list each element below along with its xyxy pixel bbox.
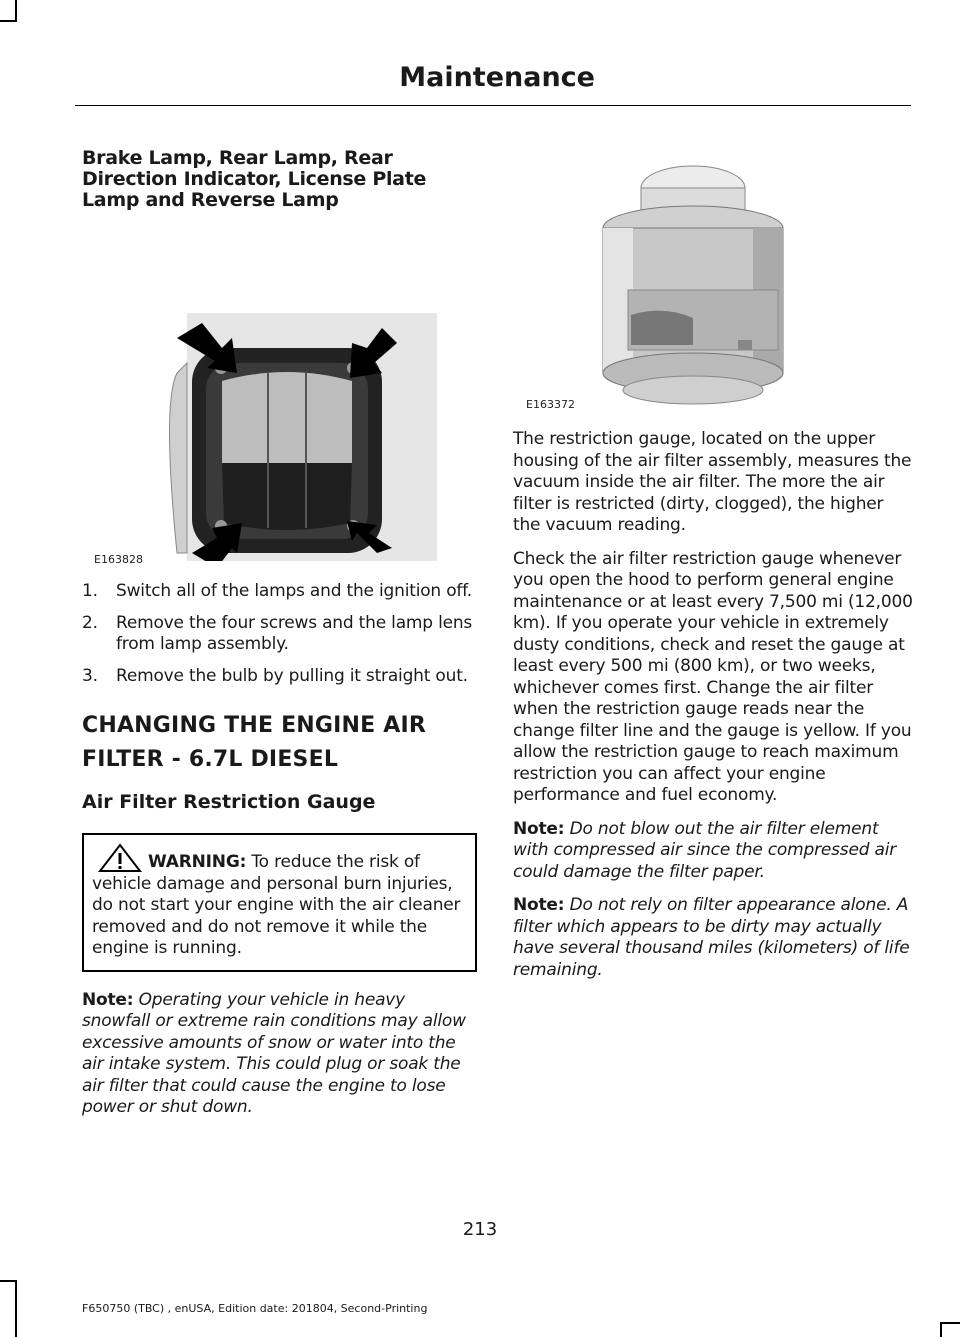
left-column bbox=[82, 148, 477, 1131]
crop-mark-bottom-right bbox=[940, 1322, 942, 1337]
crop-mark-top-left-h bbox=[0, 20, 17, 22]
sub-heading: Air Filter Restriction Gauge bbox=[82, 791, 376, 813]
crop-mark-bottom-left-h bbox=[0, 1280, 17, 1282]
gauge-figure bbox=[513, 150, 908, 416]
note-3: Note: Do not rely on filter appearance alone. A filter which appears to be dirty may actually have several thousand miles (kilometers) of life remaining. bbox=[513, 895, 910, 980]
warning-triangle-icon bbox=[98, 843, 142, 873]
section-heading: CHANGING THE ENGINE AIR FILTER - 6.7L DIESEL bbox=[82, 713, 427, 772]
rear-lamp-illustration bbox=[82, 223, 472, 561]
page-number: 213 bbox=[462, 1219, 498, 1240]
page-header bbox=[0, 62, 910, 93]
lamp-heading: Brake Lamp, Rear Lamp, Rear Direction Indicator, License Plate Lamp and Reverse Lamp bbox=[82, 147, 427, 211]
list-item: 1. Switch all of the lamps and the ignition off. bbox=[82, 581, 472, 601]
steps-list bbox=[82, 581, 477, 687]
restriction-gauge-illustration bbox=[513, 150, 908, 416]
lamp-figure bbox=[82, 223, 472, 566]
crop-mark-top-left bbox=[15, 0, 17, 22]
edition-info: F650750 (TBC) , enUSA, Edition date: 201804, Second-Printing bbox=[82, 1302, 428, 1315]
right-column bbox=[513, 150, 913, 993]
restriction-gauge-paragraph: The restriction gauge, located on the upper housing of the air filter assembly, measures the vacuum inside the air filter. The more the air filter is restricted (dirty, clogged), the higher the vacuum reading. bbox=[513, 429, 912, 535]
check-gauge-paragraph: Check the air filter restriction gauge whenever you open the hood to perform general engine maintenance or at least every 7,500 mi (12,000 km). If you operate your vehicle in extremely dusty conditions, check and reset the gauge at least every 500 mi (800 km), or two weeks, whichever comes first. Change the air filter when the restriction gauge reads near the change filter line and the gauge is yellow. If you allow the restriction gauge to reach maximum restriction you can affect your engine performance and fuel economy. bbox=[513, 548, 913, 805]
crop-mark-bottom-left bbox=[15, 1280, 17, 1337]
header-rule bbox=[75, 105, 911, 106]
crop-mark-bottom-right-h bbox=[940, 1322, 960, 1324]
warning-text: To reduce the risk of vehicle damage and personal burn injuries, do not start your engine with the air cleaner removed and do not remove it while the engine is running. bbox=[92, 852, 461, 958]
figure-code-1: E163828 bbox=[94, 553, 143, 566]
note-1: Note: Operating your vehicle in heavy snowfall or extreme rain conditions may allow excessive amounts of snow or water into the air intake system. This could plug or soak the air filter that could cause the engine to lose power or shut down. bbox=[82, 989, 466, 1117]
section-title: Maintenance bbox=[399, 62, 595, 93]
list-item: 2. Remove the four screws and the lamp lens from lamp assembly. bbox=[82, 612, 473, 654]
figure-code-2: E163372 bbox=[526, 398, 575, 411]
warning-box bbox=[82, 833, 477, 972]
note-2: Note: Do not blow out the air filter element with compressed air since the compressed air could damage the filter paper. bbox=[513, 818, 897, 882]
warning-label: WARNING: bbox=[148, 852, 247, 872]
list-item: 3. Remove the bulb by pulling it straight out. bbox=[82, 665, 468, 686]
